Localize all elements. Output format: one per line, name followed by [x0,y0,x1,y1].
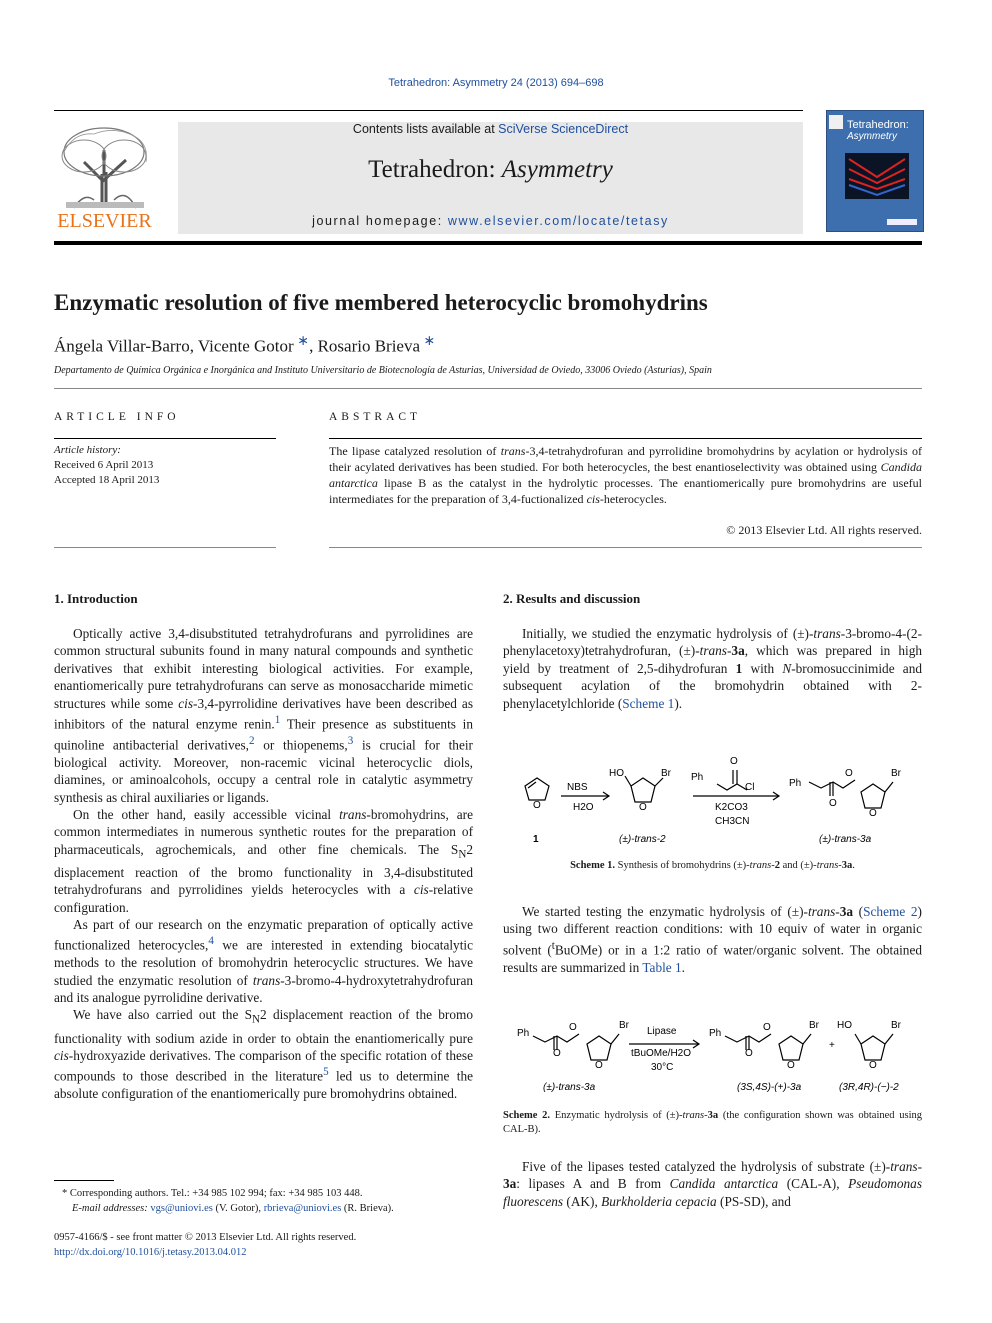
svg-text:Cl: Cl [745,782,755,793]
accepted-date: Accepted 18 April 2013 [54,474,160,486]
journal-homepage: journal homepage: www.elsevier.com/locate/tetasy [312,214,669,228]
corresponding-text: * Corresponding authors. Tel.: +34 985 102 994; fax: +34 985 103 448. [62,1188,363,1199]
front-matter [54,1230,484,1260]
svg-text:O: O [730,756,738,767]
svg-text:HO: HO [837,1020,852,1031]
results-paragraph-3: Five of the lipases tested catalyzed the hydrolysis of substrate (±)-trans-3a: lipases A and B from Candida antarctica (CAL-A), Pseudomonas fluorescens (AK), Burkholderia cepacia (PS-SD), and [503,1159,923,1209]
svg-text:Ph: Ph [709,1028,722,1039]
svg-text:+: + [829,1040,835,1051]
scheme1-label-3: (±)-trans-3a [819,834,872,845]
author-name: Ángela Villar-Barro [54,336,190,356]
email-link[interactable]: rbrieva@uniovi.es [263,1203,342,1214]
svg-text:Ph: Ph [517,1028,530,1039]
scheme2-label-2: (3S,4S)-(+)-3a [737,1082,802,1093]
author-list: Ángela Villar-Barro, Vicente Gotor ∗, Rosario Brieva ∗ [54,333,436,356]
scheme-1-graphic [503,748,922,848]
cover-graphic [827,111,923,231]
footnote-rule [54,1180,114,1181]
scheme2-reagent-bottom: 30°C [651,1062,674,1073]
doi-link[interactable]: http://dx.doi.org/10.1016/j.tetasy.2013.04.012 [54,1247,247,1258]
svg-text:O: O [763,1022,771,1033]
introduction-heading: 1. Introduction [54,591,138,606]
svg-text:O: O [533,800,541,811]
abstract-text: The lipase catalyzed resolution of trans-3,4-tetrahydrofuran and pyrrolidine bromohydrins by acylation or hydrolysis of their acylated derivatives has been studied. For both heterocycles, the best enantioselectivity was obtained using Candida antarctica lipase B as the catalyst in the hydrolytic processes. The enantiomerically pure bromohydrins are useful intermediates for the preparation of 3,4-fuctionalized cis-heterocycles. [329,444,922,506]
scheme1-reagent2-bottom: CH3CN [715,816,750,827]
svg-text:Br: Br [619,1020,629,1031]
results-heading: 2. Results and discussion [503,591,641,606]
email-link[interactable]: vgs@uniovi.es [150,1203,213,1214]
scheme2-reagent-mid: tBuOMe/H2O [631,1048,692,1059]
corresponding-mark[interactable]: ∗ [293,333,310,349]
divider [54,438,276,439]
svg-text:O: O [787,1060,795,1071]
sciencedirect-link[interactable]: SciVerse ScienceDirect [498,122,629,136]
scheme-1-caption: Scheme 1. Synthesis of bromohydrins (±)-trans-2 and (±)-trans-3a. [570,860,855,871]
svg-text:O: O [569,1022,577,1033]
svg-text:O: O [595,1060,603,1071]
svg-text:O: O [869,808,877,819]
corresponding-mark[interactable]: ∗ [420,333,436,349]
svg-text:O: O [745,1048,753,1059]
divider [54,388,922,389]
article-history [54,443,159,488]
svg-text:Br: Br [891,1020,901,1031]
scheme-2-graphic [503,1008,922,1094]
divider [54,547,276,548]
scheme1-reagent2-top: K2CO3 [715,802,748,813]
svg-text:Ph: Ph [691,772,704,783]
author-name: Vicente Gotor [197,336,294,356]
journal-title: Tetrahedron: Asymmetry [368,156,613,183]
scheme2-label-1: (±)-trans-3a [543,1082,596,1093]
cover-title: Tetrahedron: Asymmetry [847,119,909,142]
scheme-2-caption: Scheme 2. Enzymatic hydrolysis of (±)-trans-3a (the configuration shown was obtained using CAL-B). [503,1110,922,1135]
scheme1-reagent-bottom: H2O [573,802,594,813]
svg-text:Ph: Ph [789,778,802,789]
affiliation: Departamento de Química Orgánica e Inorgánica and Instituto Universitario de Biotecnología de Asturias, Universidad de Oviedo, 33006 Oviedo (Asturias), Spain [54,365,712,376]
introduction-body: Optically active 3,4-disubstituted tetrahydrofurans and pyrrolidines are common structural subunits found in many natural compounds and synthetic derivatives that exhibit interesting biological activities. For example, enantiomerically pure tetrahydrofurans can serve as monosaccharide mimetic structures while some cis-3,4-pyrrolidine derivatives have been described as inhibitors of the natural enzyme renin.$^1$ Their presence as substituents in quinoline antibacterial derivatives,$^2$ or thiopenems,$^3$ is crucial for their biological activity. Moreover, non-racemic vicinal heterocyclic diols, diamines, or aminoalcohols, occupy a central role in catalytic asymmetry synthesis as chiral auxiliaries or ligands. On the other hand, easily accessible vicinal trans-bromohydrins, are common intermediates in numerous synthetic routes for the preparation of pharmaceuticals, agrochemicals, and other fine chemicals. The $S_N2$ displacement reaction of the bromo functionality in 3,4-disubstituted tetrahydrofurans and pyrrolidines yields heterocycles with a cis-relative configuration. As part of our research on the enzymatic preparation of optically active functionalized heterocycles,$^4$ we are interested in extending biocatalytic methods to the resolution of bromohydrin heterocyclic structures. We have studied the enzymatic resolution of trans-3-bromo-4-hydroxytetrahydrofuran and its analogue pyrrolidine derivative. We have also carried out the $S_N2$ displacement reaction of the bromo functionality with sodium azide in order to obtain the enantiomerically pure cis-hydroxyazide derivatives. The comparison of the specific rotation of these compounds to those described in the literature$^5$ led us to determine the absolute configuration of the enantiomerically pure bromohydrins obtained. [54,626,473,1102]
scheme2-label-3: (3R,4R)-(−)-2 [839,1082,899,1093]
abstract-heading: ABSTRACT [329,411,422,423]
contents-line: Contents lists available at SciVerse ScienceDirect [352,122,629,136]
svg-text:Br: Br [809,1020,819,1031]
journal-citation[interactable]: Tetrahedron: Asymmetry 24 (2013) 694–698 [388,77,604,89]
copyright: © 2013 Elsevier Ltd. All rights reserved. [726,523,922,537]
results-paragraph-1: Initially, we studied the enzymatic hydrolysis of (±)-trans-3-bromo-4-(2-phenylacetoxy)tetrahydrofuran, (±)-trans-3a, which was prepared in high yield by treatment of 2,5-dihydrofuran 1 with N-bromosuccinimide and subsequent acylation of the bromohydrin obtained with 2-phenylacetylchloride (Scheme 1). [503,626,923,711]
divider [329,547,922,548]
svg-text:HO: HO [609,768,624,779]
results-paragraph-2: We started testing the enzymatic hydrolysis of (±)-trans-3a (Scheme 2) using two different reaction conditions: with 10 equiv of water in organic solvent ($^t$BuOMe) or in a 1:2 ratio of water/organic solvent. The obtained results are summarized in Table 1. [503,904,923,975]
svg-text:O: O [829,798,837,809]
svg-text:Br: Br [891,768,901,779]
journal-cover [826,110,924,232]
svg-text:O: O [845,768,853,779]
scheme2-reagent-top: Lipase [647,1026,677,1037]
homepage-link[interactable]: www.elsevier.com/locate/tetasy [447,214,669,228]
header-thick-rule [54,241,922,245]
header-rule [54,110,803,111]
history-label: Article history: [54,444,121,456]
elsevier-logo [54,122,155,232]
issn-line: 0957-4166/$ - see front matter © 2013 Elsevier Ltd. All rights reserved. [54,1232,357,1243]
divider [329,438,922,439]
svg-text:O: O [553,1048,561,1059]
author-name: Rosario Brieva [317,336,421,356]
email-line: E-mail addresses: vgs@uniovi.es (V. Gotor), rbrieva@uniovi.es (R. Brieva). [72,1203,394,1214]
received-date: Received 6 April 2013 [54,459,154,471]
publisher-name: ELSEVIER [57,210,152,232]
article-info-heading: ARTICLE INFO [54,411,180,423]
scheme1-label-1: 1 [533,834,539,845]
scheme1-reagent-top: NBS [567,782,588,793]
scheme1-label-2: (±)-trans-2 [619,834,666,845]
svg-text:Br: Br [661,768,671,779]
article-title: Enzymatic resolution of five membered heterocyclic bromohydrins [54,290,708,315]
svg-text:O: O [639,802,647,813]
svg-text:O: O [869,1060,877,1071]
corresponding-footnote [62,1186,482,1216]
